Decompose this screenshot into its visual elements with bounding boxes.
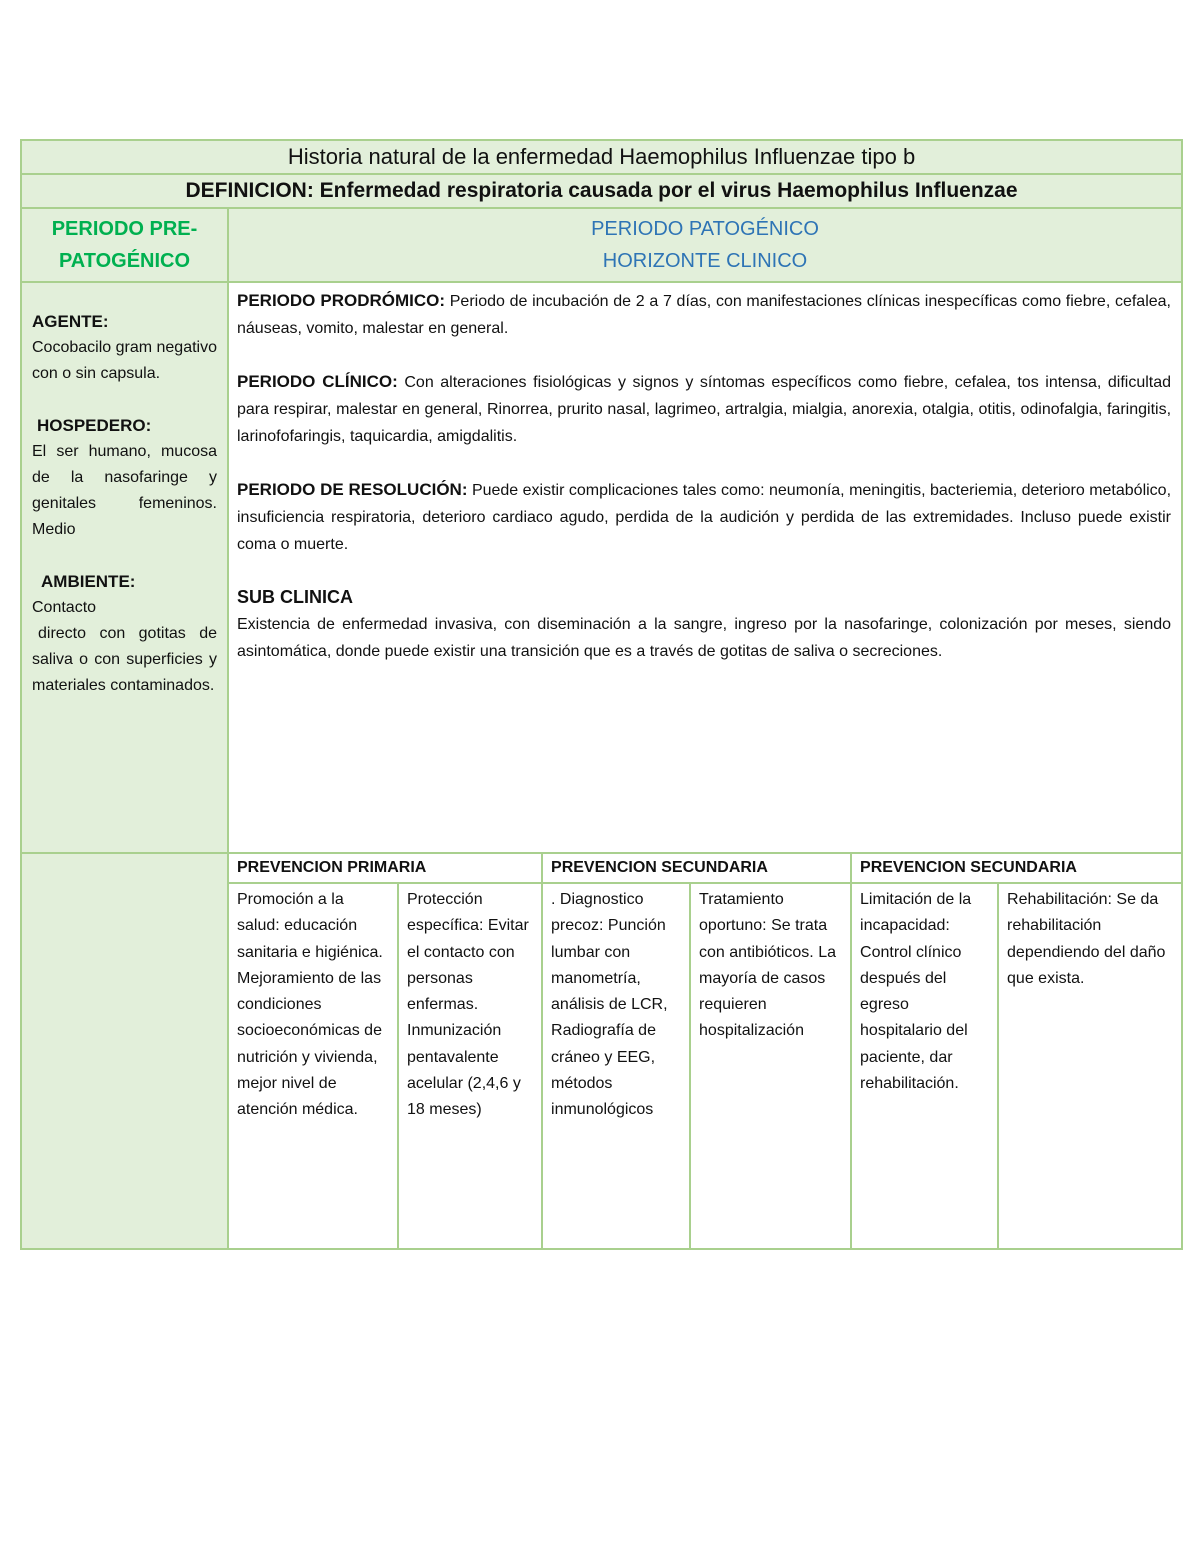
document-page: [20, 139, 1181, 1250]
pathogenic-column: [228, 282, 1182, 853]
agente-text: Cocobacilo gram negativo con o sin capsula.: [32, 339, 217, 382]
clinico-text: Con alteraciones fisiológicas y signos y síntomas específicos como fiebre, cefalea, tos intensa, dificultad para respirar, malestar en general, Rinorrea, prurito nasal, lagrimeo, artralgia, mialgia, anorexia, otalgia, otitis, odinofalgia, faringitis, larinofofaringis, taquicardia, amigdalitis.: [237, 374, 1172, 445]
resolucion-label: PERIODO DE RESOLUCIÓN:: [237, 480, 468, 499]
prevention-cell-promocion: Promoción a la salud: educación sanitaria e higiénica. Mejoramiento de las condiciones socioeconómicas de nutrición y vivienda, mejor nivel de atención médica.: [229, 883, 398, 1248]
pathogenic-header-line1: PERIODO PATOGÉNICO: [591, 218, 819, 240]
ambiente-text-2: directo con gotitas de saliva o con superficies y materiales contaminados.: [32, 625, 217, 694]
prevention-header-primary: PREVENCION PRIMARIA: [229, 854, 542, 883]
prepathogenic-header-line1: PERIODO PRE-: [51, 218, 198, 240]
clinico-paragraph: [237, 368, 1171, 450]
prevention-section: [228, 853, 1182, 1249]
pathogenic-header: [228, 208, 1182, 282]
document-title: Historia natural de la enfermedad Haemophilus Influenzae tipo b: [21, 140, 1182, 174]
ambiente-label: AMBIENTE:: [41, 572, 136, 591]
hospedero-label: HOSPEDERO:: [37, 416, 152, 435]
prodromico-text: Periodo de incubación de 2 a 7 días, con manifestaciones clínicas inespecíficas como fiebre, cefalea, náuseas, vomito, malestar en general.: [237, 293, 1172, 337]
definition-row: DEFINICION: Enfermedad respiratoria causada por el virus Haemophilus Influenzae: [21, 174, 1182, 208]
hospedero-text: El ser humano, mucosa de la nasofaringe y genitales femeninos. Medio: [32, 443, 217, 538]
prevention-cell-limitacion: Limitación de la incapacidad: Control clínico después del egreso hospitalario del paciente, dar rehabilitación.: [851, 883, 998, 1248]
subclinica-text: Existencia de enfermedad invasiva, con diseminación a la sangre, ingreso por la nasofaringe, colonización por meses, siendo asintomática, donde puede existir una transición que es a través de gotitas de saliva o secreciones.: [237, 616, 1172, 660]
natural-history-table: [20, 139, 1183, 1250]
prevention-cell-diagnostico: . Diagnostico precoz: Punción lumbar con manometría, análisis de LCR, Radiografía de cráneo y EEG, métodos inmunológicos: [542, 883, 690, 1248]
prevention-header-secondary: PREVENCION SECUNDARIA: [542, 854, 851, 883]
clinico-label: PERIODO CLÍNICO:: [237, 372, 398, 391]
prepathogenic-column: [21, 282, 228, 853]
resolucion-paragraph: [237, 476, 1171, 558]
prepathogenic-header-line2: PATOGÉNICO: [58, 250, 191, 272]
subclinica-label: SUB CLINICA: [237, 587, 353, 607]
prepathogenic-header: [21, 208, 228, 282]
prodromico-paragraph: [237, 287, 1171, 342]
agente-label: AGENTE:: [32, 312, 109, 331]
ambiente-text-1: Contacto: [32, 599, 97, 616]
prevention-cell-tratamiento: Tratamiento oportuno: Se trata con antibióticos. La mayoría de casos requieren hospitalización: [690, 883, 851, 1248]
resolucion-text: Puede existir complicaciones tales como: neumonía, meningitis, bacteriemia, deterioro metabólico, insuficiencia respiratoria, deterioro cardiaco agudo, perdida de la audición y perdida de las extremidades. Incluso puede existir coma o muerte.: [237, 482, 1172, 553]
prodromico-label: PERIODO PRODRÓMICO:: [237, 291, 446, 310]
prevention-cell-proteccion: Protección específica: Evitar el contacto con personas enfermas. Inmunización pentavalente acelular (2,4,6 y 18 meses): [398, 883, 542, 1248]
prevention-header-tertiary: PREVENCION SECUNDARIA: [851, 854, 1183, 883]
prevention-cell-rehabilitacion: Rehabilitación: Se da rehabilitación dependiendo del daño que exista.: [998, 883, 1183, 1248]
pathogenic-header-line2: HORIZONTE CLINICO: [602, 250, 808, 272]
prevention-table: [229, 854, 1183, 1248]
prevention-left-blank: [21, 853, 228, 1249]
